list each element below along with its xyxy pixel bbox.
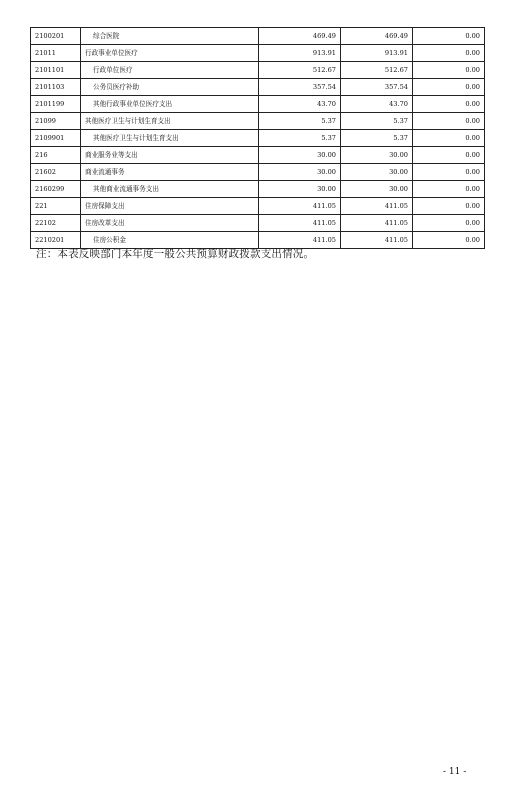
- project-expenditure-cell: 0.00: [413, 215, 485, 232]
- table-row: [31, 181, 485, 198]
- subject-name-cell: 公务员医疗补助: [81, 79, 259, 96]
- project-expenditure-cell: 0.00: [413, 28, 485, 45]
- table-row: [31, 79, 485, 96]
- subject-name-cell: 其他行政事业单位医疗支出: [81, 96, 259, 113]
- subject-name-cell: 住房改革支出: [81, 215, 259, 232]
- subject-code-cell: 21011: [31, 45, 81, 62]
- basic-expenditure-cell: 913.91: [341, 45, 413, 62]
- subject-name-cell: 行政事业单位医疗: [81, 45, 259, 62]
- table-row: [31, 62, 485, 79]
- total-amount-cell: 512.67: [259, 62, 341, 79]
- subject-name-cell: 其他商业流通事务支出: [81, 181, 259, 198]
- table-row: [31, 130, 485, 147]
- expenditure-table-body: [31, 28, 485, 249]
- total-amount-cell: 411.05: [259, 198, 341, 215]
- subject-code-cell: 21099: [31, 113, 81, 130]
- subject-code-cell: 22102: [31, 215, 81, 232]
- basic-expenditure-cell: 469.49: [341, 28, 413, 45]
- table-note: 注：本表反映部门本年度一般公共预算财政拨款支出情况。: [36, 248, 315, 260]
- subject-name-cell: 住房公积金: [81, 232, 259, 249]
- total-amount-cell: 357.54: [259, 79, 341, 96]
- subject-code-cell: 2160299: [31, 181, 81, 198]
- subject-name-cell: 行政单位医疗: [81, 62, 259, 79]
- subject-code-cell: 21602: [31, 164, 81, 181]
- table-row: [31, 147, 485, 164]
- table-row: [31, 164, 485, 181]
- page-number: - 11 -: [443, 767, 467, 777]
- project-expenditure-cell: 0.00: [413, 113, 485, 130]
- total-amount-cell: 43.70: [259, 96, 341, 113]
- basic-expenditure-cell: 5.37: [341, 130, 413, 147]
- table-row: [31, 28, 485, 45]
- project-expenditure-cell: 0.00: [413, 45, 485, 62]
- total-amount-cell: 469.49: [259, 28, 341, 45]
- table-row: [31, 215, 485, 232]
- subject-name-cell: 商业流通事务: [81, 164, 259, 181]
- subject-name-cell: 住房保障支出: [81, 198, 259, 215]
- expenditure-table: [30, 27, 485, 249]
- basic-expenditure-cell: 512.67: [341, 62, 413, 79]
- total-amount-cell: 30.00: [259, 181, 341, 198]
- basic-expenditure-cell: 30.00: [341, 147, 413, 164]
- project-expenditure-cell: 0.00: [413, 164, 485, 181]
- subject-code-cell: 216: [31, 147, 81, 164]
- basic-expenditure-cell: 411.05: [341, 198, 413, 215]
- table-row: [31, 198, 485, 215]
- total-amount-cell: 411.05: [259, 232, 341, 249]
- table-row: [31, 45, 485, 62]
- project-expenditure-cell: 0.00: [413, 130, 485, 147]
- table-row: [31, 113, 485, 130]
- basic-expenditure-cell: 30.00: [341, 164, 413, 181]
- subject-name-cell: 其他医疗卫生与计划生育支出: [81, 113, 259, 130]
- total-amount-cell: 30.00: [259, 147, 341, 164]
- subject-code-cell: 2101103: [31, 79, 81, 96]
- basic-expenditure-cell: 411.05: [341, 215, 413, 232]
- basic-expenditure-cell: 5.37: [341, 113, 413, 130]
- subject-name-cell: 商业服务业等支出: [81, 147, 259, 164]
- total-amount-cell: 411.05: [259, 215, 341, 232]
- project-expenditure-cell: 0.00: [413, 147, 485, 164]
- basic-expenditure-cell: 411.05: [341, 232, 413, 249]
- table-row: [31, 96, 485, 113]
- project-expenditure-cell: 0.00: [413, 79, 485, 96]
- subject-code-cell: 2109901: [31, 130, 81, 147]
- project-expenditure-cell: 0.00: [413, 62, 485, 79]
- subject-code-cell: 2101101: [31, 62, 81, 79]
- subject-name-cell: 其他医疗卫生与计划生育支出: [81, 130, 259, 147]
- subject-name-cell: 综合医院: [81, 28, 259, 45]
- total-amount-cell: 30.00: [259, 164, 341, 181]
- total-amount-cell: 5.37: [259, 130, 341, 147]
- project-expenditure-cell: 0.00: [413, 198, 485, 215]
- subject-code-cell: 2101199: [31, 96, 81, 113]
- total-amount-cell: 5.37: [259, 113, 341, 130]
- project-expenditure-cell: 0.00: [413, 181, 485, 198]
- total-amount-cell: 913.91: [259, 45, 341, 62]
- basic-expenditure-cell: 357.54: [341, 79, 413, 96]
- project-expenditure-cell: 0.00: [413, 96, 485, 113]
- project-expenditure-cell: 0.00: [413, 232, 485, 249]
- basic-expenditure-cell: 30.00: [341, 181, 413, 198]
- basic-expenditure-cell: 43.70: [341, 96, 413, 113]
- subject-code-cell: 221: [31, 198, 81, 215]
- subject-code-cell: 2210201: [31, 232, 81, 249]
- subject-code-cell: 2100201: [31, 28, 81, 45]
